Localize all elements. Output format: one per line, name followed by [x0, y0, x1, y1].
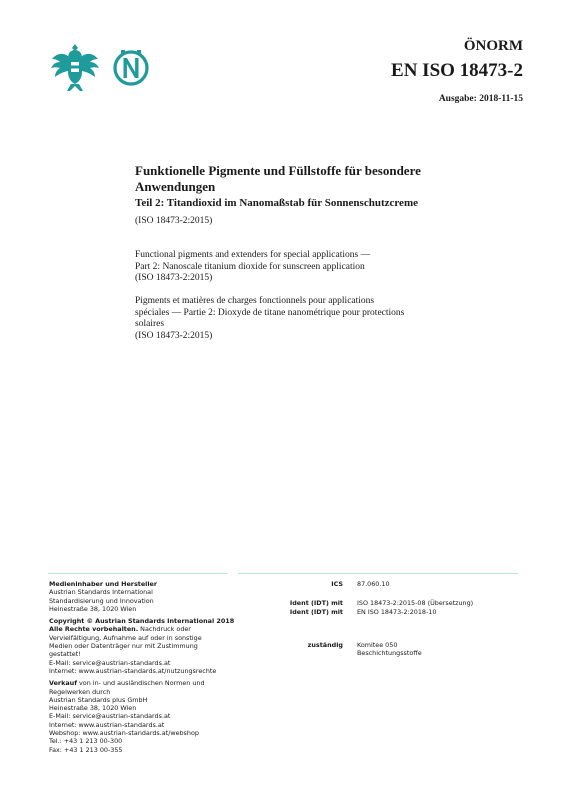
- sales-text: Heinestraße 38, 1020 Wien: [49, 704, 137, 713]
- sales-text: E-Mail: service@austrian-standards.at: [49, 712, 171, 721]
- ident-label: Ident (IDT) mit: [289, 607, 343, 616]
- contact-email: E-Mail: service@austrian-standards.at: [49, 658, 171, 667]
- french-title: [135, 296, 495, 342]
- onorm-logo: [110, 38, 152, 93]
- ident-value: EN ISO 18473-2:2018-10: [357, 607, 437, 616]
- committee-line: Beschichtungsstoffe: [357, 649, 422, 658]
- ics-label: ICS: [331, 580, 343, 588]
- edition-date: Ausgabe: 2018-11-15: [438, 94, 523, 104]
- sales-text: Webshop: www.austrian-standards.at/webshop: [49, 729, 199, 738]
- english-title-line: Functional pigments and extenders for special applications —: [135, 250, 371, 260]
- ident-label: Ident (IDT) mit: [289, 599, 343, 607]
- english-title-line: Part 2: Nanoscale titanium dioxide for sunscreen application: [135, 261, 365, 272]
- publisher-line: Austrian Standards International: [49, 588, 153, 597]
- committee-line: Komitee 050: [357, 641, 398, 649]
- brand-name: ÖNORM: [463, 38, 523, 54]
- english-title: [135, 250, 495, 285]
- responsible-value: [357, 641, 537, 658]
- contact-url: Internet: www.austrian-standards.at/nutzungsrechte: [49, 666, 217, 675]
- sales-text: Regelwerken durch: [49, 687, 111, 696]
- german-title: [135, 163, 495, 194]
- rights-text: gestattet!: [49, 650, 81, 659]
- german-iso-ref: (ISO 18473-2:2015): [135, 216, 213, 226]
- french-title-line: spéciales — Partie 2: Dioxyde de titane nanométrique pour protections: [135, 307, 405, 318]
- rights-text: Medien oder Datenträger nur mit Zustimmung: [49, 642, 198, 651]
- french-title-line: Pigments et matières de charges fonctionnels pour applications: [135, 296, 375, 306]
- sales-text: Internet: www.austrian-standards.at: [49, 720, 165, 729]
- divider-right: [238, 573, 518, 574]
- rights-reserved: Alle Rechte vorbehalten.: [49, 625, 139, 634]
- ics-value: 87.060.10: [357, 580, 390, 588]
- french-title-line: solaires: [135, 319, 165, 329]
- rights-text: Vervielfältigung, Aufnahme auf oder in sonstige: [49, 633, 202, 642]
- responsible-label: zuständig: [307, 641, 343, 649]
- german-title-line: Funktionelle Pigmente und Füllstoffe für besondere: [135, 163, 421, 178]
- publisher-info: [49, 580, 234, 754]
- publisher-line: Standardisierung und Innovation: [49, 596, 154, 605]
- publisher-heading: Medieninhaber und Hersteller: [49, 580, 158, 588]
- sales-heading: Verkauf: [49, 679, 77, 688]
- standard-number: EN ISO 18473-2: [391, 60, 523, 81]
- sales-text: Austrian Standards plus GmbH: [49, 695, 148, 704]
- sales-text: Fax: +43 1 213 00-355: [49, 745, 123, 754]
- french-title-line: (ISO 18473-2:2015): [135, 330, 213, 341]
- divider-left: [48, 573, 228, 574]
- rights-text: Nachdruck oder: [138, 625, 191, 634]
- publisher-line: Heinestraße 38, 1020 Wien: [49, 604, 137, 613]
- sales-text: Tel.: +43 1 213 00-300: [49, 737, 123, 746]
- sales-text: von in- und ausländischen Normen und: [76, 679, 205, 688]
- german-part-title: Teil 2: Titandioxid im Nanomaßstab für Sonnenschutzcreme: [135, 197, 418, 209]
- copyright-notice: Copyright © Austrian Standards International 2018: [49, 617, 235, 626]
- german-title-line: Anwendungen: [135, 178, 216, 194]
- austrian-eagle-logo: [50, 38, 100, 93]
- english-title-line: (ISO 18473-2:2015): [135, 273, 213, 283]
- ident-value: ISO 18473-2:2015-08 (Übersetzung): [357, 599, 474, 607]
